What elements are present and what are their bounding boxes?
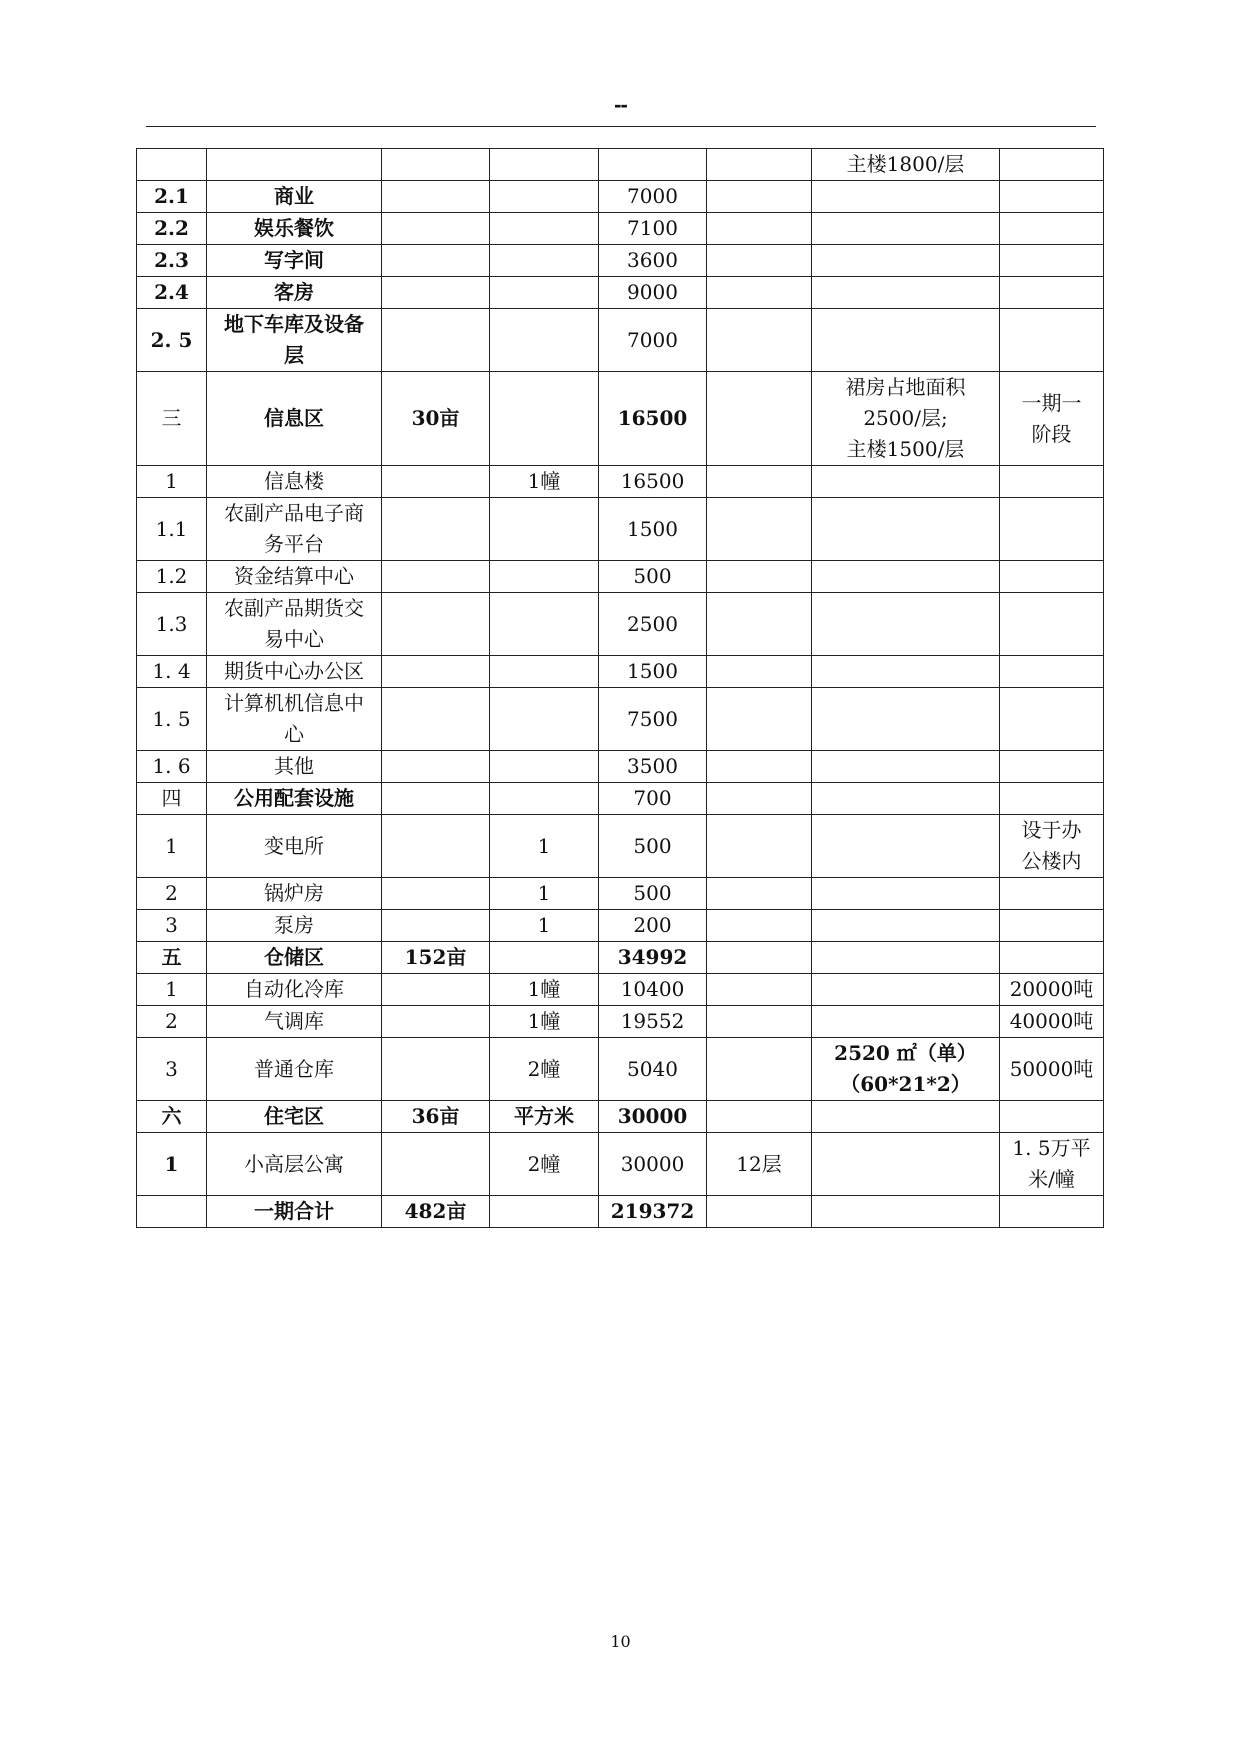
table-cell (707, 593, 812, 656)
table-row (137, 783, 1104, 815)
table-cell (382, 878, 490, 910)
table-cell (490, 783, 599, 815)
table-cell: 公用配套设施 (207, 783, 382, 815)
table-cell (1000, 656, 1104, 688)
table-row (137, 1006, 1104, 1038)
table-cell (707, 181, 812, 213)
table-cell: 3 (137, 1038, 207, 1101)
table-cell: 写字间 (207, 245, 382, 277)
table-cell: 娱乐餐饮 (207, 213, 382, 245)
table-cell: 2幢 (490, 1133, 599, 1196)
table-cell: 50000吨 (1000, 1038, 1104, 1101)
table-row (137, 942, 1104, 974)
table-cell (812, 593, 1000, 656)
table-cell: 2.2 (137, 213, 207, 245)
cell-text-line: 心 (284, 722, 304, 746)
table-cell: 仓储区 (207, 942, 382, 974)
table-cell: 9000 (599, 277, 707, 309)
table-cell (812, 181, 1000, 213)
table-cell (812, 974, 1000, 1006)
table-row (137, 910, 1104, 942)
table-cell (382, 1006, 490, 1038)
table-cell (490, 309, 599, 372)
table-cell: 219372 (599, 1196, 707, 1228)
page-header-mark: -- (614, 92, 627, 117)
table-cell: 500 (599, 878, 707, 910)
table-cell: 1 (490, 815, 599, 878)
table-cell (812, 1006, 1000, 1038)
table-cell: 信息楼 (207, 466, 382, 498)
table-cell (490, 1196, 599, 1228)
table-cell (382, 181, 490, 213)
table-cell (490, 751, 599, 783)
table-cell (207, 309, 382, 372)
table-cell (707, 1101, 812, 1133)
table-cell (1000, 593, 1104, 656)
table-cell (1000, 561, 1104, 593)
table-cell: 5040 (599, 1038, 707, 1101)
table-cell (812, 1038, 1000, 1101)
table-cell: 1 (137, 466, 207, 498)
table-cell (599, 149, 707, 181)
cell-text-line: 1. 5万平 (1012, 1136, 1091, 1160)
table-cell (812, 1101, 1000, 1133)
table-cell (382, 277, 490, 309)
cell-text-line: 公楼内 (1021, 849, 1082, 873)
table-cell (707, 149, 812, 181)
cell-text-line: 农副产品电子商 (224, 501, 364, 525)
table-row (137, 751, 1104, 783)
table-cell: 泵房 (207, 910, 382, 942)
table-cell (490, 372, 599, 466)
table-cell: 期货中心办公区 (207, 656, 382, 688)
cell-text-line: 裙房占地面积 (845, 375, 966, 399)
table-cell (490, 498, 599, 561)
cell-text-line: （60*21*2） (840, 1072, 971, 1096)
table-cell (707, 213, 812, 245)
cell-text-line: 务平台 (264, 532, 324, 556)
table-cell (812, 277, 1000, 309)
table-row (137, 593, 1104, 656)
cell-text-line: 阶段 (1031, 421, 1072, 446)
table-cell: 1. 5 (137, 688, 207, 751)
table-row (137, 277, 1104, 309)
table-row (137, 815, 1104, 878)
table-cell: 六 (137, 1101, 207, 1133)
table-cell (490, 593, 599, 656)
table-cell (1000, 149, 1104, 181)
table-cell (1000, 688, 1104, 751)
cell-text-line: 一期一 (1021, 390, 1082, 415)
table-row (137, 466, 1104, 498)
table-cell: 1幢 (490, 974, 599, 1006)
table-cell (1000, 815, 1104, 878)
table-cell (382, 910, 490, 942)
table-body (137, 149, 1104, 1228)
table-cell: 34992 (599, 942, 707, 974)
table-cell (137, 149, 207, 181)
cell-text-line: 米/幢 (1028, 1167, 1075, 1191)
table-cell: 主楼1800/层 (812, 149, 1000, 181)
table-cell (707, 878, 812, 910)
table-cell (207, 593, 382, 656)
page-number: 10 (610, 1632, 631, 1651)
table-cell (1000, 1101, 1104, 1133)
table-cell: 小高层公寓 (207, 1133, 382, 1196)
cell-text-line: 易中心 (264, 627, 324, 651)
table-cell: 2.4 (137, 277, 207, 309)
table-cell: 2幢 (490, 1038, 599, 1101)
table-cell: 30000 (599, 1101, 707, 1133)
cell-text-line: 设于办 (1021, 818, 1082, 842)
table-cell: 2. 5 (137, 309, 207, 372)
table-cell (812, 656, 1000, 688)
table-cell (490, 656, 599, 688)
table-row (137, 309, 1104, 372)
table-cell (707, 466, 812, 498)
table-cell (490, 277, 599, 309)
table-row (137, 149, 1104, 181)
table-cell (707, 688, 812, 751)
table-cell: 三 (137, 372, 207, 466)
table-cell (207, 688, 382, 751)
table-cell: 住宅区 (207, 1101, 382, 1133)
table-row (137, 1133, 1104, 1196)
table-cell: 气调库 (207, 1006, 382, 1038)
table-cell: 1. 4 (137, 656, 207, 688)
table-cell: 482亩 (382, 1196, 490, 1228)
table-cell: 2.1 (137, 181, 207, 213)
cell-text-line: 2500/层; (863, 406, 948, 430)
table-row (137, 561, 1104, 593)
table-row (137, 1101, 1104, 1133)
table-cell: 四 (137, 783, 207, 815)
table-cell: 1 (490, 910, 599, 942)
table-cell (382, 656, 490, 688)
table-cell (1000, 181, 1104, 213)
table-row (137, 498, 1104, 561)
cell-text-line: 地下车库及设备 (224, 312, 364, 336)
cell-text-line: 农副产品期货交 (224, 596, 364, 620)
table-cell (812, 498, 1000, 561)
table-cell: 500 (599, 561, 707, 593)
table-cell (812, 815, 1000, 878)
table-cell: 1500 (599, 498, 707, 561)
table-cell (1000, 878, 1104, 910)
table-cell (812, 213, 1000, 245)
table-cell (812, 751, 1000, 783)
table-cell: 资金结算中心 (207, 561, 382, 593)
table-cell: 16500 (599, 372, 707, 466)
table-row (137, 181, 1104, 213)
table-cell (137, 1196, 207, 1228)
table-cell (1000, 498, 1104, 561)
table-cell (382, 751, 490, 783)
table-cell: 500 (599, 815, 707, 878)
table-cell: 1500 (599, 656, 707, 688)
table-cell: 200 (599, 910, 707, 942)
table-cell (812, 1196, 1000, 1228)
table-cell (382, 688, 490, 751)
table-cell: 19552 (599, 1006, 707, 1038)
table-cell (707, 974, 812, 1006)
table-cell (382, 561, 490, 593)
table-cell: 五 (137, 942, 207, 974)
table-row (137, 878, 1104, 910)
table-cell: 1幢 (490, 466, 599, 498)
table-cell (382, 815, 490, 878)
table-cell (382, 149, 490, 181)
table-cell (707, 309, 812, 372)
table-cell: 普通仓库 (207, 1038, 382, 1101)
table-cell: 1 (137, 974, 207, 1006)
table-cell (707, 1006, 812, 1038)
table-cell (812, 309, 1000, 372)
table-cell (707, 372, 812, 466)
table-cell: 36亩 (382, 1101, 490, 1133)
table-cell (382, 466, 490, 498)
table-cell (707, 561, 812, 593)
table-cell (707, 783, 812, 815)
table-cell (1000, 309, 1104, 372)
table-cell: 20000吨 (1000, 974, 1104, 1006)
table-cell (812, 1133, 1000, 1196)
table-row (137, 245, 1104, 277)
table-cell (707, 1196, 812, 1228)
table-cell: 客房 (207, 277, 382, 309)
table-cell (1000, 910, 1104, 942)
table-cell: 3600 (599, 245, 707, 277)
table-cell (1000, 277, 1104, 309)
table-cell (382, 783, 490, 815)
table-cell (707, 910, 812, 942)
table-row (137, 372, 1104, 466)
table-cell (490, 245, 599, 277)
table-cell: 10400 (599, 974, 707, 1006)
data-table (136, 148, 1104, 1228)
table-cell: 7500 (599, 688, 707, 751)
table-cell (490, 181, 599, 213)
table-cell: 7000 (599, 309, 707, 372)
header-rule (146, 126, 1096, 127)
table-cell (812, 910, 1000, 942)
table-row (137, 213, 1104, 245)
table-cell (382, 1038, 490, 1101)
table-cell (490, 213, 599, 245)
table-cell (490, 149, 599, 181)
table-cell (490, 561, 599, 593)
table-cell (707, 942, 812, 974)
table-cell: 锅炉房 (207, 878, 382, 910)
table-cell (707, 277, 812, 309)
table-cell (1000, 213, 1104, 245)
table-cell: 16500 (599, 466, 707, 498)
table-cell (707, 498, 812, 561)
table-cell: 一期合计 (207, 1196, 382, 1228)
table-cell (707, 245, 812, 277)
table-cell: 2 (137, 878, 207, 910)
table-cell: 1 (137, 1133, 207, 1196)
table-cell (812, 783, 1000, 815)
table-cell (1000, 751, 1104, 783)
table-cell: 商业 (207, 181, 382, 213)
table-cell (707, 656, 812, 688)
table-cell (207, 498, 382, 561)
table-row (137, 1038, 1104, 1101)
table-cell (490, 688, 599, 751)
table-cell (1000, 942, 1104, 974)
table-cell (382, 245, 490, 277)
table-cell: 1幢 (490, 1006, 599, 1038)
table-cell: 152亩 (382, 942, 490, 974)
table-cell: 30亩 (382, 372, 490, 466)
table-cell: 7000 (599, 181, 707, 213)
table-cell (382, 1133, 490, 1196)
table-cell (382, 213, 490, 245)
table-cell (382, 309, 490, 372)
table-cell: 变电所 (207, 815, 382, 878)
table-cell: 12层 (707, 1133, 812, 1196)
table-cell: 1.2 (137, 561, 207, 593)
table-cell (1000, 466, 1104, 498)
table-cell: 其他 (207, 751, 382, 783)
table-cell: 1 (137, 815, 207, 878)
table-row (137, 656, 1104, 688)
table-cell (1000, 245, 1104, 277)
cell-text-line: 层 (284, 343, 304, 367)
table-cell (707, 751, 812, 783)
table-cell: 1.3 (137, 593, 207, 656)
table-cell: 2.3 (137, 245, 207, 277)
table-cell (382, 974, 490, 1006)
table-cell (812, 561, 1000, 593)
table-cell (382, 593, 490, 656)
table-cell (1000, 372, 1104, 466)
table-cell (812, 688, 1000, 751)
table-row (137, 974, 1104, 1006)
table-row (137, 1196, 1104, 1228)
table-cell (1000, 1196, 1104, 1228)
table-cell: 700 (599, 783, 707, 815)
table-cell: 30000 (599, 1133, 707, 1196)
table-cell: 3 (137, 910, 207, 942)
table-cell: 平方米 (490, 1101, 599, 1133)
table-cell: 1 (490, 878, 599, 910)
table-cell: 3500 (599, 751, 707, 783)
cell-text-line: 2520 ㎡（单） (834, 1041, 977, 1065)
table-cell: 自动化冷库 (207, 974, 382, 1006)
table-cell (207, 149, 382, 181)
table-row (137, 688, 1104, 751)
table-cell: 信息区 (207, 372, 382, 466)
cell-text-line: 主楼1500/层 (846, 437, 965, 461)
table-cell: 7100 (599, 213, 707, 245)
table-cell: 1.1 (137, 498, 207, 561)
table-cell (1000, 783, 1104, 815)
table-cell: 1. 6 (137, 751, 207, 783)
table-cell (707, 1038, 812, 1101)
table-cell (490, 942, 599, 974)
table-cell (812, 245, 1000, 277)
table-cell (812, 942, 1000, 974)
cell-text-line: 计算机机信息中 (224, 691, 364, 715)
table-cell (1000, 1133, 1104, 1196)
table-cell (382, 498, 490, 561)
table-cell (812, 372, 1000, 466)
table-cell (812, 466, 1000, 498)
table-cell: 2500 (599, 593, 707, 656)
table-cell: 40000吨 (1000, 1006, 1104, 1038)
table-cell (707, 815, 812, 878)
table-cell: 2 (137, 1006, 207, 1038)
table-cell (812, 878, 1000, 910)
